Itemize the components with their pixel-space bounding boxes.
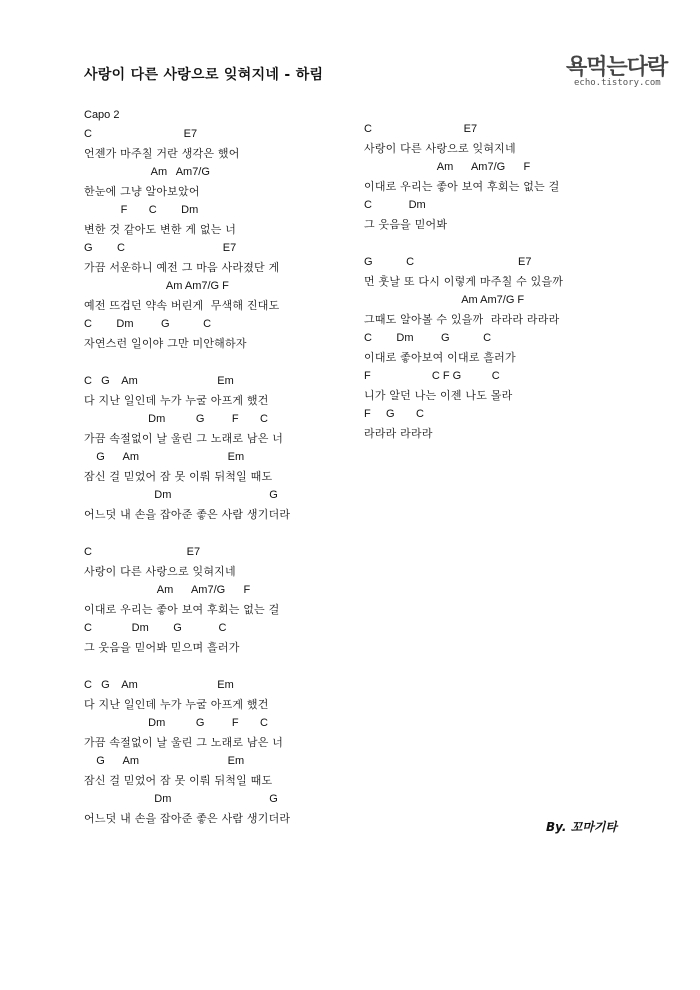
blank-line <box>364 234 664 253</box>
capo-line: Capo 2 <box>84 109 120 121</box>
blog-logo <box>566 50 672 94</box>
lyric-line: 가끔 속절없이 날 울린 그 노래로 남은 너 <box>84 736 284 749</box>
lyric-line: 이대로 우리는 좋아 보여 후회는 없는 걸 <box>364 180 560 193</box>
chord-line: Am Am7/G <box>84 166 210 178</box>
blank-line <box>84 524 354 543</box>
lyric-line: 한눈에 그냥 알아보았어 <box>84 185 200 198</box>
lyric-line: 그 웃음을 믿어봐 <box>364 218 448 231</box>
lyric-line: 다 지난 일인데 누가 누굴 아프게 했건 <box>84 698 269 711</box>
chord-line: G Am Em <box>84 451 245 463</box>
lyric-line: 사랑이 다른 사랑으로 잊혀지네 <box>84 565 236 578</box>
lyric-line: 변한 것 같아도 변한 게 없는 너 <box>84 223 237 236</box>
chord-line: Am Am7/G F <box>364 294 525 306</box>
chord-line: Dm G <box>84 489 278 501</box>
lyric-line: 잠신 걸 믿었어 잠 못 이뤄 뒤척일 때도 <box>84 774 273 787</box>
chord-line: C E7 <box>364 123 478 135</box>
right-column <box>364 120 664 443</box>
lyric-line: 자연스런 일이야 그만 미안해하자 <box>84 337 247 350</box>
lyric-line: 이대로 우리는 좋아 보여 후회는 없는 걸 <box>84 603 280 616</box>
chord-line: C E7 <box>84 546 201 558</box>
chord-line: Dm G F C <box>84 717 268 729</box>
lyric-line: 어느덧 내 손을 잡아준 좋은 사람 생기더라 <box>84 812 291 825</box>
chord-line: C G Am Em <box>84 375 234 387</box>
lyric-line: 다 지난 일인데 누가 누굴 아프게 했건 <box>84 394 269 407</box>
lyric-line: 어느덧 내 손을 잡아준 좋은 사람 생기더라 <box>84 508 291 521</box>
logo-main-text: 욕먹는다락 <box>566 55 668 80</box>
chord-line: F C Dm <box>84 204 199 216</box>
left-column <box>84 106 354 828</box>
chord-line: Dm G F C <box>84 413 268 425</box>
lyric-line: 가끔 속절없이 날 울린 그 노래로 남은 너 <box>84 432 284 445</box>
chord-line: G C E7 <box>84 242 237 254</box>
chord-line: G C E7 <box>364 256 532 268</box>
blank-line <box>84 353 354 372</box>
chord-line: C Dm G C <box>84 318 212 330</box>
chord-line: C G Am Em <box>84 679 234 691</box>
chord-line: F G C <box>364 408 424 420</box>
logo-url-text: echo.tistory.com <box>574 78 661 88</box>
lyric-line: 라라라 라라라 <box>364 427 433 440</box>
author-signature: By. 꼬마기타 <box>546 820 617 834</box>
lyric-line: 사랑이 다른 사랑으로 잊혀지네 <box>364 142 516 155</box>
chord-line: G Am Em <box>84 755 245 767</box>
blank-line <box>84 657 354 676</box>
chord-line: F C F G C <box>364 370 500 382</box>
lyric-line: 언젠가 마주칠 거란 생각은 했어 <box>84 147 240 160</box>
song-title: 사랑이 다른 사랑으로 잊혀지네 - 하림 <box>84 67 324 83</box>
lyric-line: 예전 뜨겁던 약속 버린게 무색해 진대도 <box>84 299 280 312</box>
lyric-line: 먼 훗날 또 다시 이렇게 마주칠 수 있을까 <box>364 275 564 288</box>
lyric-line: 잠신 걸 믿었어 잠 못 이뤄 뒤척일 때도 <box>84 470 273 483</box>
chord-line: C Dm <box>364 199 426 211</box>
chord-line: Dm G <box>84 793 278 805</box>
chord-line: Am Am7/G F <box>84 584 251 596</box>
chord-line: C E7 <box>84 128 198 140</box>
chord-line: Am Am7/G F <box>364 161 531 173</box>
chord-line: C Dm G C <box>84 622 227 634</box>
lyric-line: 니가 알던 나는 이젠 나도 몰라 <box>364 389 513 402</box>
lyric-line: 그 웃음을 믿어봐 믿으며 흘러가 <box>84 641 240 654</box>
lyric-line: 가끔 서운하니 예전 그 마음 사라졌단 게 <box>84 261 280 274</box>
lyric-line: 이대로 좋아보여 이대로 흘러가 <box>364 351 516 364</box>
chord-line: C Dm G C <box>364 332 492 344</box>
chord-line: Am Am7/G F <box>84 280 229 292</box>
lyric-line: 그때도 알아볼 수 있을까 라라라 라라라 <box>364 313 560 326</box>
